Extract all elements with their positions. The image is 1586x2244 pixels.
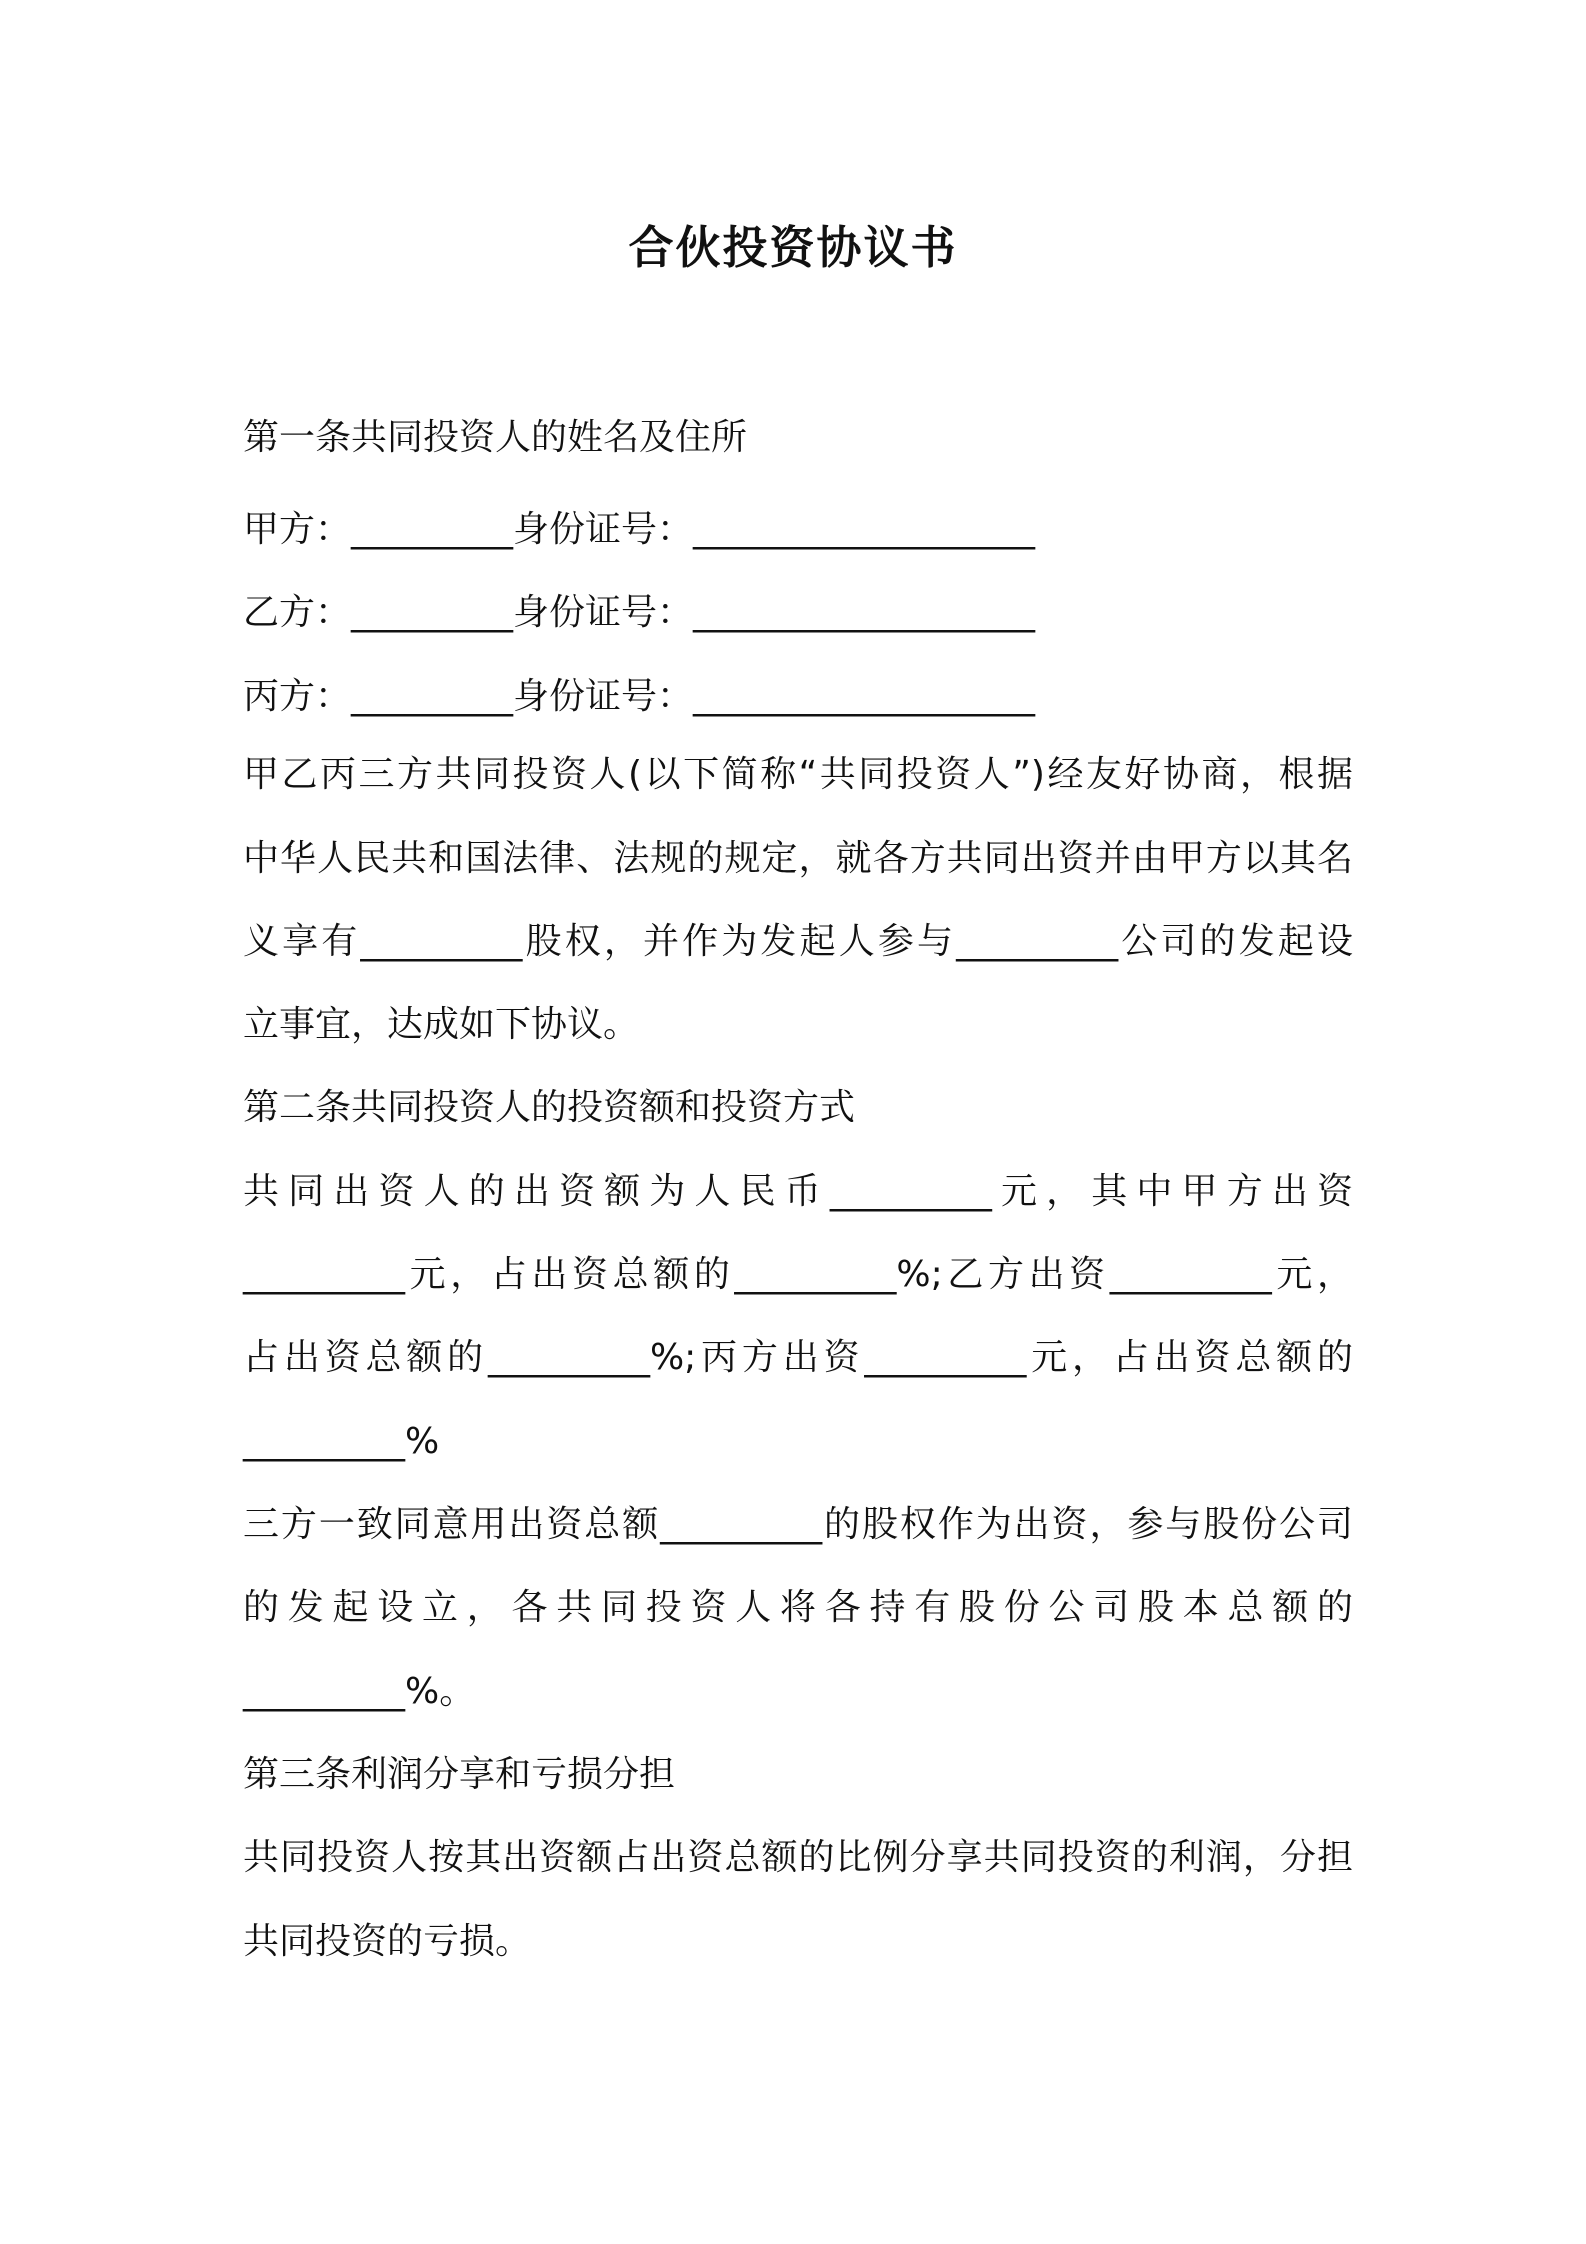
paragraph-line: _________%: [243, 1421, 440, 1462]
party-b-line: 乙方：_________身份证号：___________________: [243, 592, 1036, 633]
paragraph-line: 共同出资人的出资额为人民币_________元，其中甲方出资: [243, 1171, 1353, 1212]
article-1-heading: 第一条共同投资人的姓名及住所: [243, 417, 748, 458]
paragraph-line: 共同投资人按其出资额占出资总额的比例分享共同投资的利润，分担: [243, 1837, 1353, 1878]
paragraph-line: 立事宜，达成如下协议。: [243, 1004, 640, 1045]
paragraph-line: 占出资总额的_________%;丙方出资_________元，占出资总额的: [243, 1337, 1353, 1378]
paragraph-line: 义享有_________股权，并作为发起人参与_________公司的发起设: [243, 921, 1353, 962]
paragraph-line: 共同投资的亏损。: [243, 1921, 532, 1962]
paragraph-line: _________元，占出资总额的_________%;乙方出资_________元，: [243, 1254, 1353, 1295]
paragraph-line: 的发起设立，各共同投资人将各持有股份公司股本总额的: [243, 1587, 1353, 1628]
document-title: 合伙投资协议书: [628, 221, 958, 274]
article-2-heading: 第二条共同投资人的投资额和投资方式: [243, 1087, 856, 1128]
party-a-line: 甲方：_________身份证号：___________________: [243, 509, 1036, 550]
paragraph-line: 甲乙丙三方共同投资人(以下简称“共同投资人”)经友好协商，根据: [243, 754, 1353, 795]
paragraph-line: _________%。: [243, 1671, 476, 1712]
paragraph-line: 中华人民共和国法律、法规的规定，就各方共同出资并由甲方以其名: [243, 838, 1353, 879]
paragraph-line: 三方一致同意用出资总额_________的股权作为出资，参与股份公司: [243, 1504, 1353, 1545]
article-3-heading: 第三条利润分享和亏损分担: [243, 1754, 676, 1795]
party-c-line: 丙方：_________身份证号：___________________: [243, 676, 1036, 717]
